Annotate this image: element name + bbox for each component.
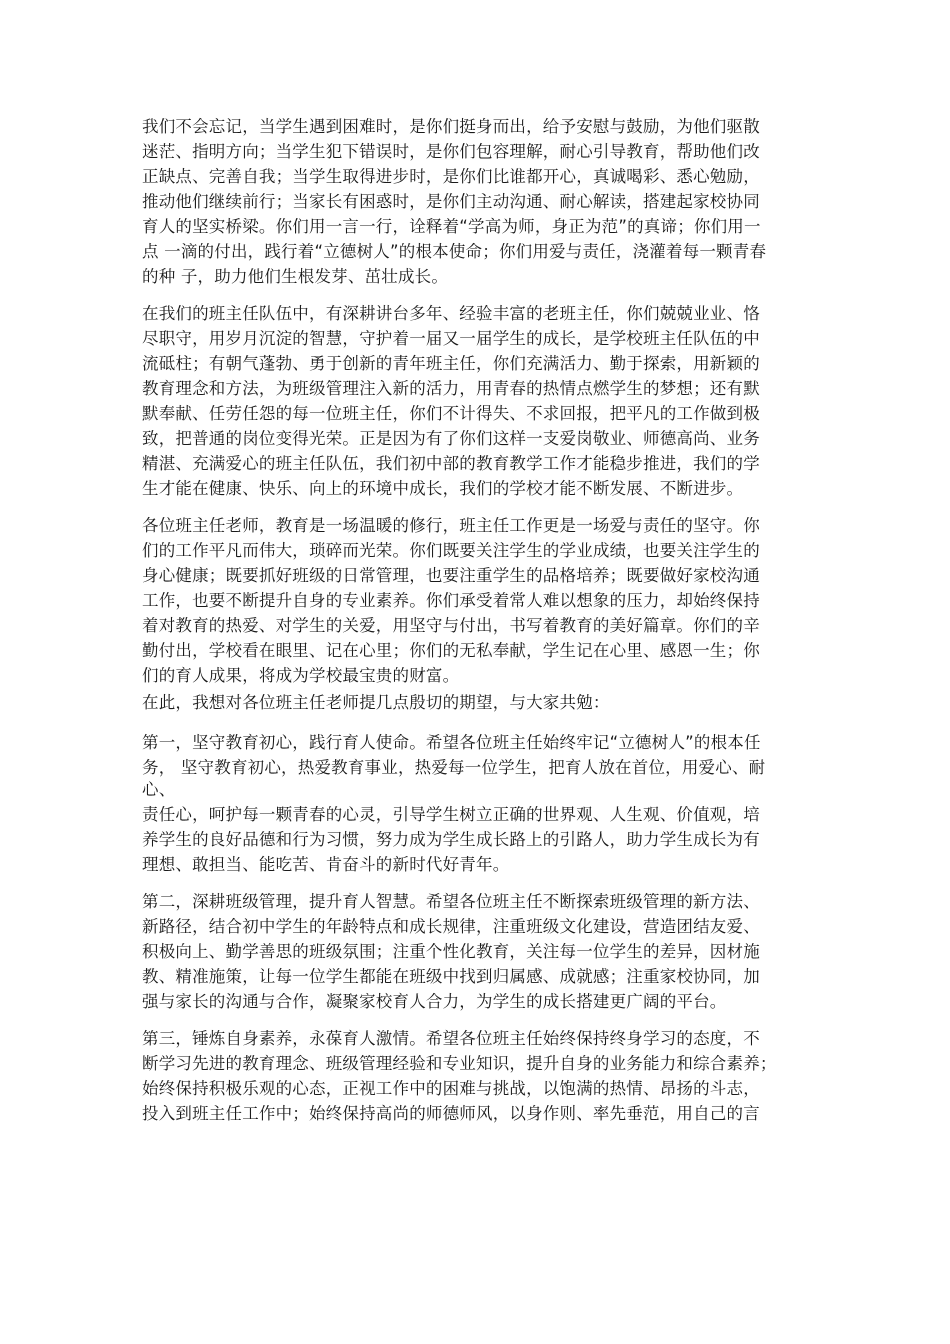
text-line: 育人的坚实桥梁。你们用一言一行，诠释着“学高为师，身正为范”的真谛；你们用一 [142,217,761,236]
text-line: 正缺点、完善自我；当学生取得进步时，是你们比谁都开心，真诚喝彩、悉心勉励， [142,167,760,186]
text-line: 各位班主任老师，教育是一场温暖的修行，班主任工作更是一场爱与责任的坚守。你 [142,516,760,535]
text-line: 点 一滴的付出，践行着“立德树人”的根本使命；你们用爱与责任，浇灌着每一颗青春 [142,242,767,261]
text-line: 积极向上、勤学善思的班级氛围；注重个性化教育，关注每一位学生的差异，因材施 [142,942,760,961]
text-line: 新路径，结合初中学生的年龄特点和成长规律，注重班级文化建设，营造团结友爱、 [142,917,760,936]
text-line: 的种 子，助力他们生根发芽、茁壮成长。 [142,267,449,286]
text-line: 着对教育的热爱、对学生的关爱，用坚守与付出，书写着教育的美好篇章。你们的辛 [142,616,760,635]
text-line: 身心健康；既要抓好班级的日常管理，也要注重学生的品格培养；既要做好家校沟通 [142,566,760,585]
text-line: 第二，深耕班级管理，提升育人智慧。希望各位班主任不断探索班级管理的新方法、 [142,892,760,911]
text-line: 推动他们继续前行；当家长有困惑时，是你们主动沟通、耐心解读，搭建起家校协同 [142,192,760,211]
text-line: 精湛、充满爱心的班主任队伍，我们初中部的教育教学工作才能稳步推进，我们的学 [142,454,760,473]
text-line: 务， 坚守教育初心，热爱教育事业，热爱每一位学生，把育人放在首位，用爱心、耐 [142,758,766,777]
text-line: 第三，锤炼自身素养，永葆育人激情。希望各位班主任始终保持终身学习的态度，不 [142,1029,760,1048]
text-line: 勤付出，学校看在眼里、记在心里；你们的无私奉献，学生记在心里、感恩一生；你 [142,641,760,660]
text-line: 始终保持积极乐观的心态，正视工作中的困难与挑战，以饱满的热情、昂扬的斗志， [142,1079,760,1098]
text-line: 强与家长的沟通与合作，凝聚家校育人合力，为学生的成长搭建更广阔的平台。 [142,992,727,1011]
text-line: 迷茫、指明方向；当学生犯下错误时，是你们包容理解，耐心引导教育，帮助他们改 [142,142,760,161]
text-line: 投入到班主任工作中；始终保持高尚的师德师风，以身作则、率先垂范，用自己的言 [142,1104,760,1123]
text-line: 第一，坚守教育初心，践行育人使命。希望各位班主任始终牢记“立德树人”的根本任 [142,733,761,752]
text-line: 工作，也要不断提升自身的专业素养。你们承受着常人难以想象的压力，却始终保持 [142,591,760,610]
text-line: 生才能在健康、快乐、向上的环境中成长，我们的学校才能不断发展、不断进步。 [142,479,744,498]
text-line: 心、 [142,780,176,799]
text-line: 教育理念和方法，为班级管理注入新的活力，用青春的热情点燃学生的梦想；还有默 [142,379,760,398]
text-line: 教、精准施策，让每一位学生都能在班级中找到归属感、成就感；注重家校协同，加 [142,967,760,986]
text-line: 流砥柱；有朝气蓬勃、勇于创新的青年班主任，你们充满活力、勤于探索，用新颖的 [142,354,760,373]
text-line: 在此，我想对各位班主任老师提几点殷切的期望，与大家共勉： [142,693,610,712]
text-line: 责任心，呵护每一颗青春的心灵，引导学生树立正确的世界观、人生观、价值观，培 [142,805,760,824]
text-line: 养学生的良好品德和行为习惯，努力成为学生成长路上的引路人，助力学生成长为有 [142,830,760,849]
text-line: 在我们的班主任队伍中，有深耕讲台多年、经验丰富的老班主任，你们兢兢业业、恪 [142,304,760,323]
text-line: 致，把普通的岗位变得光荣。正是因为有了你们这样一支爱岗敬业、师德高尚、业务 [142,429,760,448]
text-line: 们的育人成果，将成为学校最宝贵的财富。 [142,666,460,685]
text-line: 默奉献、任劳任怨的每一位班主任，你们不计得失、不求回报，把平凡的工作做到极 [142,404,760,423]
text-line: 们的工作平凡而伟大，琐碎而光荣。你们既要关注学生的学业成绩，也要关注学生的 [142,541,760,560]
text-line: 尽职守，用岁月沉淀的智慧，守护着一届又一届学生的成长，是学校班主任队伍的中 [142,329,760,348]
text-line: 理想、敢担当、能吃苦、肯奋斗的新时代好青年。 [142,855,510,874]
text-line: 断学习先进的教育理念、班级管理经验和专业知识，提升自身的业务能力和综合素养； [142,1054,777,1073]
text-line: 我们不会忘记，当学生遇到困难时，是你们挺身而出，给予安慰与鼓励，为他们驱散 [142,117,760,136]
